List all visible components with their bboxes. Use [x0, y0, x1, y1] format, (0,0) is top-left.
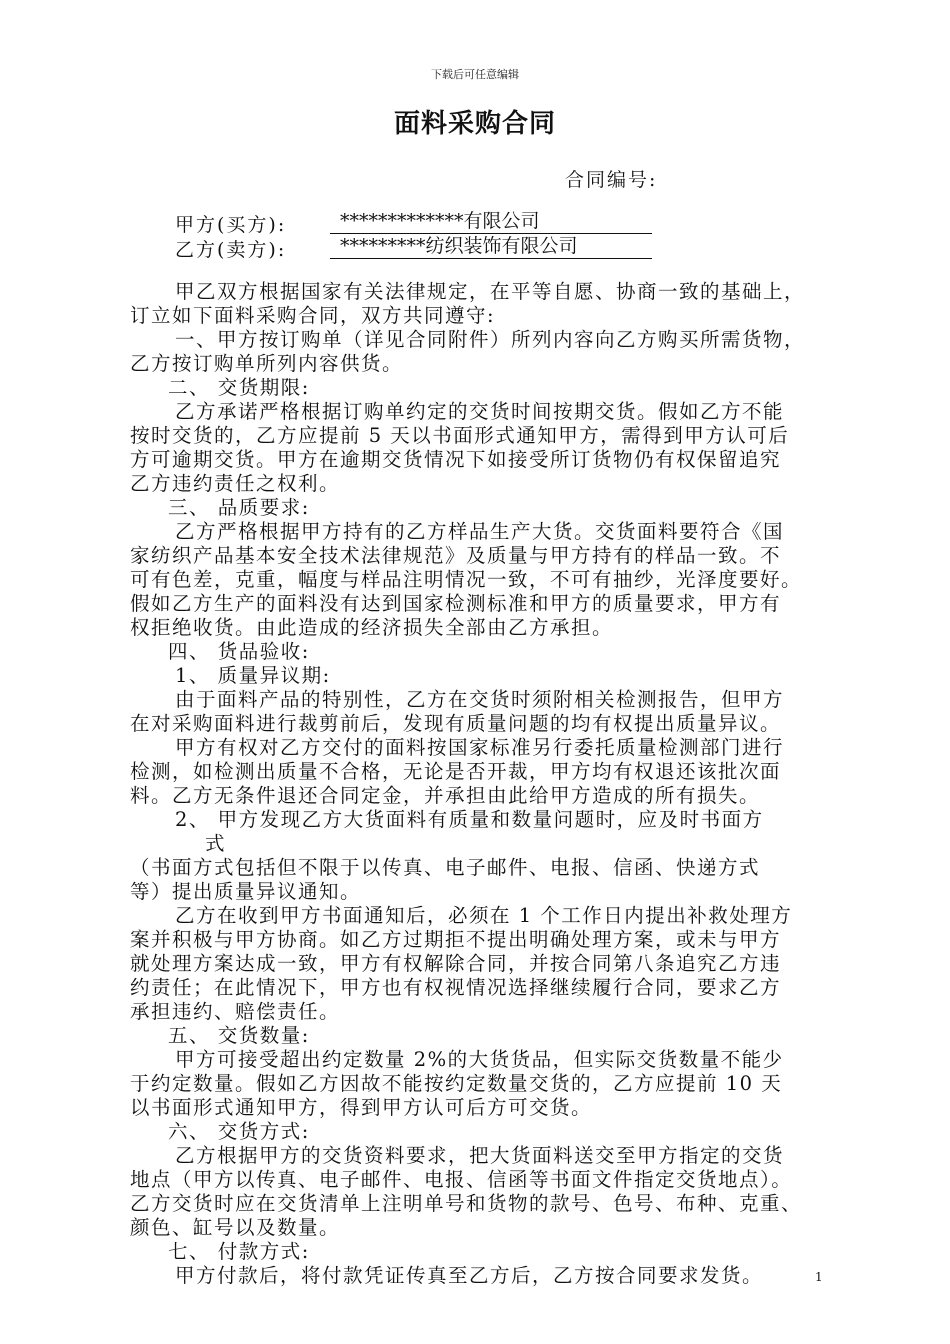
- subsection-heading: 1、 质量异议期:: [175, 664, 331, 687]
- section-heading: 五、 交货数量:: [168, 1024, 310, 1047]
- body-line: （书面方式包括但不限于以传真、电子邮件、电报、信函、快递方式: [130, 856, 761, 879]
- body-line: 乙方交货时应在交货清单上注明单号和货物的款号、色号、布种、克重、: [130, 1192, 803, 1215]
- body-line: 案并积极与甲方协商。如乙方过期拒不提出明确处理方案，或未与甲方: [130, 928, 782, 951]
- section-heading: 七、 付款方式:: [168, 1240, 310, 1263]
- body-line: 以书面形式通知甲方，得到甲方认可后方可交货。: [130, 1096, 593, 1119]
- body-line: 就处理方案达成一致，甲方有权解除合同，并按合同第八条追究乙方违: [130, 952, 782, 975]
- body-line: 于约定数量。假如乙方因故不能按约定数量交货的，乙方应提前 10 天: [130, 1072, 783, 1095]
- body-line: 约责任；在此情况下，甲方也有权视情况选择继续履行合同，要求乙方: [130, 976, 782, 999]
- body-line: 式: [205, 832, 227, 855]
- section-heading: 四、 货品验收:: [168, 640, 310, 663]
- body-line: 甲乙双方根据国家有关法律规定，在平等自愿、协商一致的基础上，: [175, 280, 806, 303]
- body-line: 甲方可接受超出约定数量 2%的大货货品，但实际交货数量不能少: [175, 1048, 784, 1071]
- body-line: 乙方在收到甲方书面通知后，必须在 1 个工作日内提出补救处理方: [175, 904, 793, 927]
- body-line: 假如乙方生产的面料没有达到国家检测标准和甲方的质量要求，甲方有: [130, 592, 782, 615]
- body-line: 由于面料产品的特别性，乙方在交货时须附相关检测报告，但甲方: [175, 688, 785, 711]
- body-line: 地点（甲方以传真、电子邮件、电报、信函等书面文件指定交货地点）。: [130, 1168, 793, 1191]
- header-note: 下载后可任意编辑: [431, 68, 519, 81]
- body-line: 检测，如检测出质量不合格，无论是否开裁，甲方均有权退还该批次面: [130, 760, 782, 783]
- body-line: 乙方承诺严格根据订购单约定的交货时间按期交货。假如乙方不能: [175, 400, 785, 423]
- body-line: 家纺织产品基本安全技术法律规范》及质量与甲方持有的样品一致。不: [130, 544, 782, 567]
- body-line: 料。乙方无条件退还合同定金，并承担由此给甲方造成的所有损失。: [130, 784, 761, 807]
- body-line: 等）提出质量异议通知。: [130, 880, 362, 903]
- page-number: 1: [815, 1270, 823, 1284]
- body-line: 一、甲方按订购单（详见合同附件）所列内容向乙方购买所需货物，: [175, 328, 806, 351]
- body-line: 承担违约、赔偿责任。: [130, 1000, 341, 1023]
- party-a-label: 甲方(买方):: [175, 214, 287, 236]
- body-line: 乙方根据甲方的交货资料要求，把大货面料送交至甲方指定的交货: [175, 1144, 785, 1167]
- section-heading: 六、 交货方式:: [168, 1120, 310, 1143]
- body-line: 在对采购面料进行裁剪前后，发现有质量问题的均有权提出质量异议。: [130, 712, 782, 735]
- body-line: 订立如下面料采购合同，双方共同遵守:: [130, 304, 496, 327]
- party-b-label: 乙方(卖方):: [175, 239, 287, 261]
- subsection-heading: 2、 甲方发现乙方大货面料有质量和数量问题时，应及时书面方: [175, 808, 764, 831]
- body-line: 按时交货的，乙方应提前 5 天以书面形式通知甲方，需得到甲方认可后: [130, 424, 790, 447]
- contract-number-label: 合同编号:: [565, 169, 658, 191]
- section-heading: 二、 交货期限:: [168, 376, 310, 399]
- document-title: 面料采购合同: [393, 109, 556, 139]
- body-line: 乙方违约责任之权利。: [130, 472, 341, 495]
- party-b-value: *********纺织装饰有限公司: [330, 235, 652, 259]
- body-line: 方可逾期交货。甲方在逾期交货情况下如接受所订货物仍有权保留追究: [130, 448, 782, 471]
- body-line: 可有色差，克重，幅度与样品注明情况一致，不可有抽纱，光泽度要好。: [130, 568, 803, 591]
- body-line: 甲方有权对乙方交付的面料按国家标准另行委托质量检测部门进行: [175, 736, 785, 759]
- body-line: 乙方严格根据甲方持有的乙方样品生产大货。交货面料要符合《国: [175, 520, 785, 543]
- body-line: 权拒绝收货。由此造成的经济损失全部由乙方承担。: [130, 616, 614, 639]
- section-heading: 三、 品质要求:: [168, 496, 310, 519]
- body-line: 颜色、缸号以及数量。: [130, 1216, 341, 1239]
- body-line: 甲方付款后，将付款凭证传真至乙方后，乙方按合同要求发货。: [175, 1264, 764, 1287]
- body-line: 乙方按订购单所列内容供货。: [130, 352, 404, 375]
- party-a-value: *************有限公司: [330, 210, 652, 234]
